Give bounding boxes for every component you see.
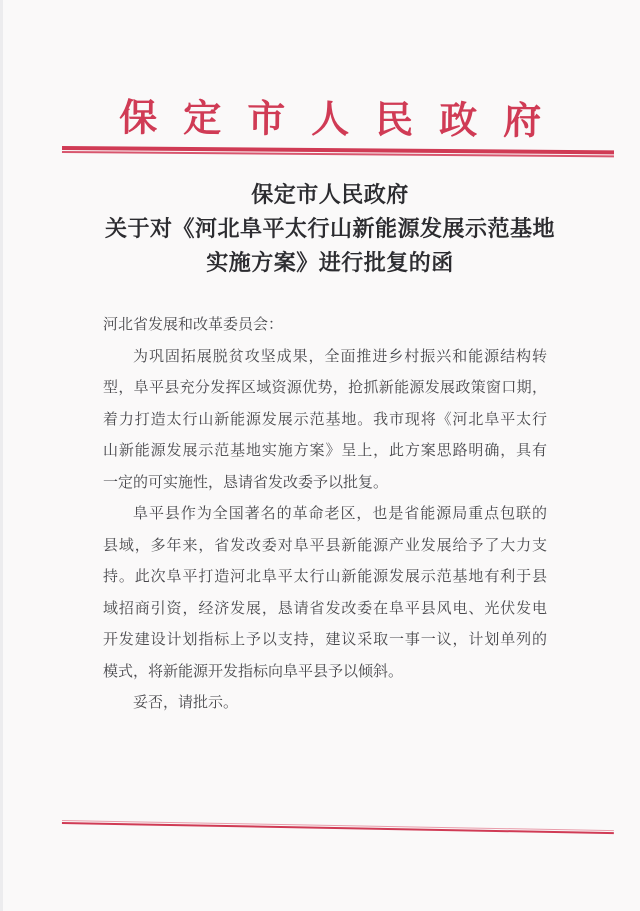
body-line: 山新能源发展示范基地实施方案》呈上，此方案思路明确，具有 xyxy=(103,443,547,459)
body-line: 开发建设计划指标上予以支持，建议采取一事一议，计划单列的 xyxy=(103,632,547,648)
letter-paragraphs xyxy=(103,342,547,720)
salutation: 河北省发展和改革委员会： xyxy=(103,317,284,333)
body-line: 县域，多年来，省发改委对阜平县新能源产业发展给予了大力支 xyxy=(103,537,547,554)
footer-divider xyxy=(62,820,614,834)
body-line: 着力打造太行山新能源发展示范基地。我市现将《河北阜平太行 xyxy=(103,411,547,428)
document-title-line-3: 实施方案》进行批复的函 xyxy=(206,250,454,275)
letter-body xyxy=(103,310,547,720)
document-title-line-1: 保定市人民政府 xyxy=(251,182,409,207)
body-line: 域招商引资，经济发展，恳请省发改委在阜平县风电、光伏发电 xyxy=(103,600,547,617)
body-line: 模式，将新能源开发指标向阜平县予以倾斜。 xyxy=(103,663,404,680)
body-line: 持。此次阜平打造河北阜平太行山新能源发展示范基地有利于县 xyxy=(103,569,547,585)
body-line: 为巩固拓展脱贫攻坚成果，全面推进乡村振兴和能源结构转 xyxy=(133,348,547,365)
document-title xyxy=(30,178,630,280)
letterhead xyxy=(0,0,640,175)
document-title-line-2: 关于对《河北阜平太行山新能源发展示范基地 xyxy=(104,216,555,241)
letterhead-divider xyxy=(62,146,614,157)
body-line: 妥否，请批示。 xyxy=(133,695,239,711)
body-line: 阜平县作为全国著名的革命老区，也是省能源局重点包联的 xyxy=(133,506,547,522)
letterhead-title: 保定市人民政府 xyxy=(119,97,568,143)
body-line: 一定的可实施性，恳请省发改委予以批复。 xyxy=(103,474,389,491)
body-line: 型，阜平县充分发挥区域资源优势，抢抓新能源发展政策窗口期， xyxy=(103,380,547,396)
